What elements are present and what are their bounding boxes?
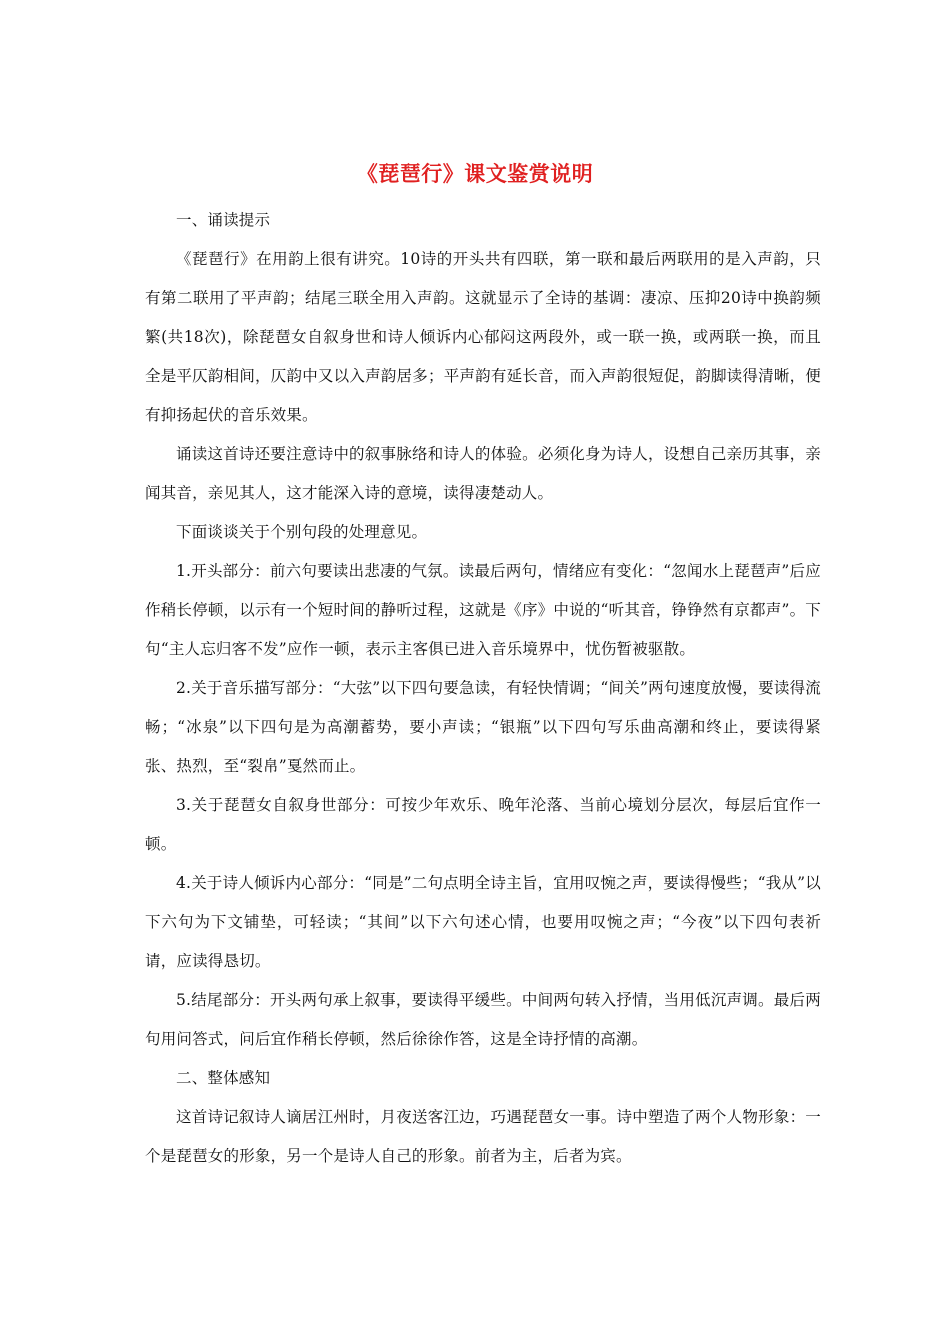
paragraph-rhyme: 《琵琶行》在用韵上很有讲究。10诗的开头共有四联，第一联和最后两联用的是入声韵，只有第二联用了平声韵；结尾三联全用入声韵。这就显示了全诗的基调：凄凉、压抑20诗中换韵频繁(共18次)，除琵琶女自叙身世和诗人倾诉内心郁闷这两段外，或一联一换，或两联一换，而且全是平仄韵相间，仄韵中又以入声韵居多；平声韵有延长音，而入声韵很短促，韵脚读得清晰，便有抑扬起伏的音乐效果。 — [145, 250, 821, 424]
paragraph-narrative: 诵读这首诗还要注意诗中的叙事脉络和诗人的体验。必须化身为诗人，设想自己亲历其事，亲闻其音，亲见其人，这才能深入诗的意境，读得凄楚动人。 — [145, 445, 821, 502]
section-heading-overview: 二、整体感知 — [176, 1069, 271, 1087]
paragraph-tip-5: 5.结尾部分：开头两句承上叙事，要读得平缓些。中间两句转入抒情，当用低沉声调。最后两句用问答式，问后宜作稍长停顿，然后徐徐作答，这是全诗抒情的高潮。 — [145, 991, 821, 1048]
paragraph-tip-1: 1.开头部分：前六句要读出悲凄的气氛。读最后两句，情绪应有变化：“忽闻水上琵琶声”后应作稍长停顿，以示有一个短时间的静听过程，这就是《序》中说的“听其音，铮铮然有京都声”。下句“主人忘归客不发”应作一顿，表示主客俱已进入音乐境界中，忧伤暂被驱散。 — [145, 562, 821, 658]
document-body — [145, 201, 821, 1176]
document-title: 《琵琶行》课文鉴赏说明 — [356, 161, 594, 187]
paragraph-tip-4: 4.关于诗人倾诉内心部分：“同是”二句点明全诗主旨，宜用叹惋之声，要读得慢些；“我从”以下六句为下文铺垫，可轻读；“其间”以下六句述心情，也要用叹惋之声；“今夜”以下四句表祈请，应读得恳切。 — [145, 874, 821, 970]
section-heading-recitation: 一、诵读提示 — [176, 211, 271, 229]
paragraph-intro-tips: 下面谈谈关于个别句段的处理意见。 — [176, 523, 428, 541]
paragraph-tip-3: 3.关于琵琶女自叙身世部分：可按少年欢乐、晚年沦落、当前心境划分层次，每层后宜作一顿。 — [145, 796, 821, 853]
paragraph-tip-2: 2.关于音乐描写部分：“大弦”以下四句要急读，有轻快情调；“间关”两句速度放慢，要读得流畅；“冰泉”以下四句是为高潮蓄势，要小声读；“银瓶”以下四句写乐曲高潮和终止，要读得紧张、热烈，至“裂帛”戛然而止。 — [145, 679, 821, 775]
paragraph-overview: 这首诗记叙诗人谪居江州时，月夜送客江边，巧遇琵琶女一事。诗中塑造了两个人物形象：一个是琵琶女的形象，另一个是诗人自己的形象。前者为主，后者为宾。 — [145, 1108, 821, 1165]
